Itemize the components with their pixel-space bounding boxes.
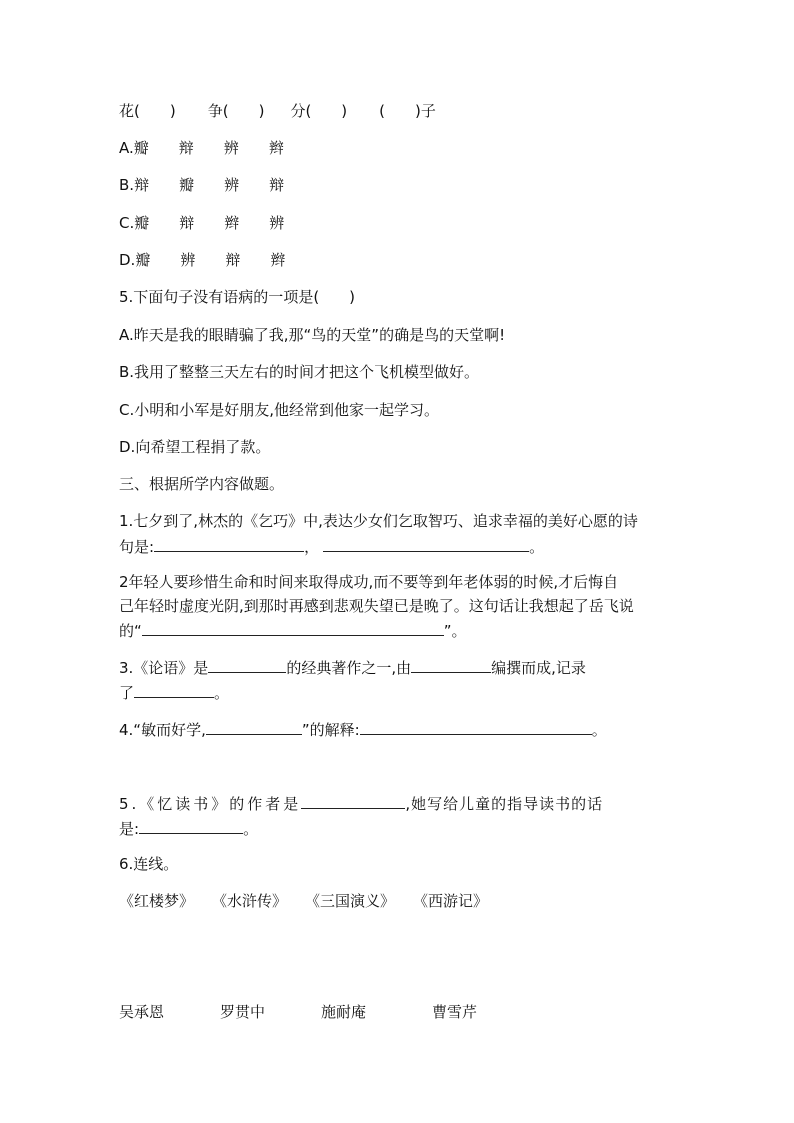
book-title[interactable]: 《红楼梦》 [119,892,195,910]
q4-word: 争( [207,102,229,120]
answer-blank[interactable] [139,817,243,834]
answer-blank[interactable] [411,656,491,673]
s3q1-comma: ， [304,538,320,556]
q5-option-c[interactable]: C.小明和小军是好朋友,他经常到他家一起学习。 [119,401,440,419]
option-item: 瓣 [135,251,151,269]
book-title[interactable]: 《西游记》 [413,892,489,910]
s3q4-start: 4.“敏而好学, [119,721,206,739]
answer-blank[interactable] [142,619,444,636]
s3q3-part3: 编撰而成,记录 [491,659,586,677]
s3q3-line2 [119,681,229,704]
author-name[interactable]: 施耐庵 [321,1003,367,1021]
option-item: 辫 [268,139,284,157]
option-item: 辩 [179,214,195,232]
option-item: 辩 [134,176,150,194]
answer-blank[interactable] [208,656,286,673]
q4-word: )子 [415,102,436,120]
option-item: 瓣 [179,176,195,194]
q4-option-b[interactable] [119,174,284,196]
s3q2-end: ”。 [443,622,467,640]
s3q3-prefix: 了 [119,684,135,702]
q4-word: ) [341,102,348,120]
q5-option-d[interactable]: D.向希望工程捐了款。 [119,438,271,456]
q4-word: 花( [119,102,140,120]
author-name[interactable]: 罗贯中 [220,1003,266,1021]
option-label: C. [119,214,135,232]
answer-blank[interactable] [360,718,592,735]
author-name[interactable]: 吴承恩 [119,1003,165,1021]
s3q2-line3 [119,619,467,642]
book-title[interactable]: 《水浒传》 [212,892,288,910]
s3q4-end: 。 [591,721,607,739]
option-item: 辨 [180,251,196,269]
s3q1-end: 。 [529,538,545,556]
option-item: 辨 [269,214,285,232]
s3q5-line1 [119,792,603,815]
option-item: 辩 [269,176,285,194]
option-item: 辨 [224,176,240,194]
q4-word: ) [258,102,265,120]
s3q5-part2: ,她写给儿童的指导读书的话 [405,795,604,813]
s3q5-prefix: 是: [119,820,140,838]
s3q5-end: 。 [243,820,259,838]
answer-blank[interactable] [206,718,302,735]
s3q5-part1: 5.《忆读书》的作者是 [119,795,302,813]
s3q2-line2: 己年轻时虚度光阴,到那时再感到悲观失望已是晚了。这句话让我想起了岳飞说 [119,597,634,615]
option-label: D. [119,251,136,269]
s3q1-line1: 1.七夕到了,林杰的《乞巧》中,表达少女们乞取智巧、追求幸福的美好心愿的诗 [119,512,638,530]
q4-words-row [119,100,436,122]
q5-stem: 5.下面句子没有语病的一项是( ) [119,288,356,306]
option-item: 辫 [224,214,240,232]
s3q5-line2 [119,817,258,840]
q4-option-a[interactable] [119,137,284,159]
s3q3-line1 [119,656,586,679]
s3q1-prefix: 句是: [119,538,155,556]
option-item: 瓣 [134,214,150,232]
option-item: 辫 [270,251,286,269]
option-item: 瓣 [133,139,149,157]
q5-option-b[interactable]: B.我用了整整三天左右的时间才把这个飞机模型做好。 [119,363,480,381]
q4-option-c[interactable] [119,212,284,234]
s3q1-line2 [119,535,544,558]
section-3-title: 三、根据所学内容做题。 [119,475,285,493]
book-title[interactable]: 《三国演义》 [305,892,396,910]
q4-option-d[interactable] [119,249,285,271]
option-label: B. [119,176,135,194]
answer-blank[interactable] [134,681,214,698]
s3q2-prefix: 的“ [119,622,142,640]
s3q6-authors [119,1001,477,1023]
answer-blank[interactable] [154,535,304,552]
q4-word: ) [169,102,176,120]
s3q6-books [119,890,488,912]
option-item: 辨 [223,139,239,157]
option-item: 辩 [178,139,194,157]
answer-blank[interactable] [301,792,405,809]
option-item: 辩 [225,251,241,269]
answer-blank[interactable] [323,535,529,552]
s3q4-middle: ”的解释: [301,721,360,739]
option-label: A. [119,139,134,157]
q4-word: ( [379,102,386,120]
author-name[interactable]: 曹雪芹 [432,1003,478,1021]
s3q2-line1: 2年轻人要珍惜生命和时间来取得成功,而不要等到年老体弱的时候,才后悔自 [119,573,619,591]
s3q6-stem: 6.连线。 [119,855,179,873]
s3q3-end: 。 [214,684,230,702]
q4-word: 分( [290,102,312,120]
q5-option-a[interactable]: A.昨天是我的眼睛骗了我,那“鸟的天堂”的确是鸟的天堂啊! [119,326,506,344]
s3q4-line [119,718,607,741]
s3q3-part1: 3.《论语》是 [119,659,209,677]
s3q3-part2: 的经典著作之一,由 [286,659,412,677]
